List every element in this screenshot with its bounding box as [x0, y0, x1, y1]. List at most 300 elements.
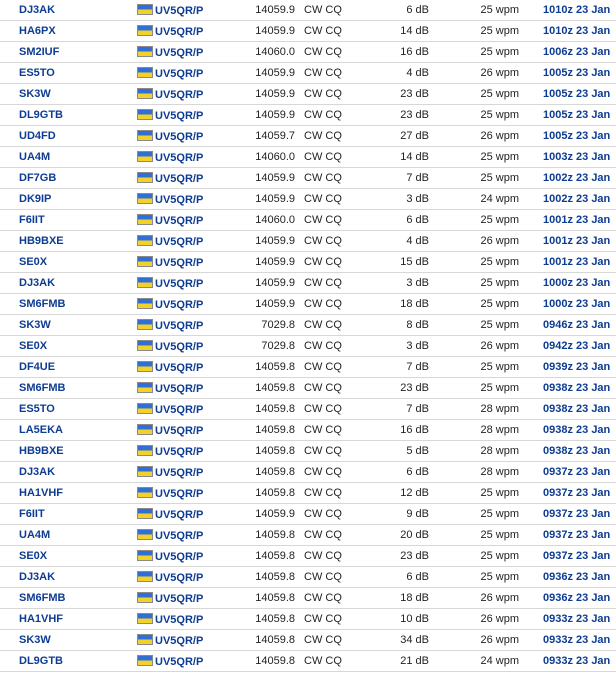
spotter-callsign-link[interactable]: SM6FMB [0, 294, 137, 315]
mode-cell: CW CQ [295, 609, 400, 630]
snr-cell: 4 dB [400, 63, 429, 84]
frequency-cell: 14059.8 [249, 462, 295, 483]
spot-time-link[interactable]: 1002z 23 Jan [519, 189, 616, 210]
snr-cell: 23 dB [400, 378, 429, 399]
snr-cell: 10 dB [400, 609, 429, 630]
ukraine-flag-icon [137, 550, 153, 561]
dx-callsign-link[interactable]: UV5QR/P [155, 634, 204, 647]
ukraine-flag-icon [137, 88, 153, 99]
table-row [0, 378, 616, 399]
snr-cell: 9 dB [400, 504, 429, 525]
speed-cell: 25 wpm [429, 21, 519, 42]
dx-callsign-cell [137, 651, 249, 672]
spot-time-link[interactable]: 1001z 23 Jan [519, 231, 616, 252]
spot-time-link[interactable]: 1005z 23 Jan [519, 105, 616, 126]
dx-callsign-link[interactable]: UV5QR/P [155, 109, 204, 122]
frequency-cell: 14059.9 [249, 84, 295, 105]
mode-cell: CW CQ [295, 546, 400, 567]
frequency-cell: 14060.0 [249, 42, 295, 63]
snr-cell: 7 dB [400, 357, 429, 378]
table-row [0, 336, 616, 357]
ukraine-flag-icon [137, 319, 153, 330]
frequency-cell: 14059.9 [249, 168, 295, 189]
mode-cell: CW CQ [295, 0, 400, 21]
spotter-callsign-link[interactable]: SE0X [0, 546, 137, 567]
dx-callsign-link[interactable]: UV5QR/P [155, 130, 204, 143]
spotter-callsign-link[interactable]: DJ3AK [0, 273, 137, 294]
spot-time-link[interactable]: 1003z 23 Jan [519, 147, 616, 168]
spotter-callsign-link[interactable]: F6IIT [0, 504, 137, 525]
table-row [0, 462, 616, 483]
snr-cell: 21 dB [400, 651, 429, 672]
mode-cell: CW CQ [295, 294, 400, 315]
frequency-cell: 14059.8 [249, 399, 295, 420]
frequency-cell: 14059.8 [249, 525, 295, 546]
speed-cell: 25 wpm [429, 483, 519, 504]
spotter-callsign-link[interactable]: DJ3AK [0, 0, 137, 21]
dx-callsign-cell [137, 126, 249, 147]
snr-cell: 12 dB [400, 483, 429, 504]
dx-callsign-cell [137, 399, 249, 420]
spot-time-link[interactable]: 0939z 23 Jan [519, 357, 616, 378]
dx-callsign-link[interactable]: UV5QR/P [155, 67, 204, 80]
dx-callsign-cell [137, 105, 249, 126]
frequency-cell: 14059.8 [249, 483, 295, 504]
mode-cell: CW CQ [295, 252, 400, 273]
ukraine-flag-icon [137, 109, 153, 120]
ukraine-flag-icon [137, 151, 153, 162]
mode-cell: CW CQ [295, 63, 400, 84]
spotter-callsign-link[interactable]: F6IIT [0, 210, 137, 231]
dx-callsign-link[interactable]: UV5QR/P [155, 466, 204, 479]
speed-cell: 25 wpm [429, 357, 519, 378]
speed-cell: 26 wpm [429, 609, 519, 630]
snr-cell: 14 dB [400, 21, 429, 42]
table-row [0, 315, 616, 336]
dx-callsign-cell [137, 420, 249, 441]
snr-cell: 8 dB [400, 315, 429, 336]
mode-cell: CW CQ [295, 483, 400, 504]
spotter-callsign-link[interactable]: DF7GB [0, 168, 137, 189]
dx-callsign-cell [137, 273, 249, 294]
dx-callsign-link[interactable]: UV5QR/P [155, 592, 204, 605]
mode-cell: CW CQ [295, 21, 400, 42]
dx-callsign-cell [137, 294, 249, 315]
dx-callsign-link[interactable]: UV5QR/P [155, 256, 204, 269]
spot-time-link[interactable]: 0938z 23 Jan [519, 378, 616, 399]
speed-cell: 25 wpm [429, 0, 519, 21]
mode-cell: CW CQ [295, 588, 400, 609]
speed-cell: 28 wpm [429, 399, 519, 420]
table-row [0, 147, 616, 168]
frequency-cell: 14059.8 [249, 630, 295, 651]
frequency-cell: 14059.9 [249, 231, 295, 252]
dx-callsign-cell [137, 357, 249, 378]
spotter-callsign-link[interactable]: HA1VHF [0, 609, 137, 630]
frequency-cell: 14059.8 [249, 588, 295, 609]
spotter-callsign-link[interactable]: DL9GTB [0, 105, 137, 126]
spotter-callsign-link[interactable]: SM2IUF [0, 42, 137, 63]
snr-cell: 3 dB [400, 336, 429, 357]
frequency-cell: 14059.9 [249, 63, 295, 84]
dx-callsign-cell [137, 63, 249, 84]
spot-time-link[interactable]: 0937z 23 Jan [519, 483, 616, 504]
spotter-callsign-link[interactable]: HA1VHF [0, 483, 137, 504]
frequency-cell: 14059.8 [249, 378, 295, 399]
mode-cell: CW CQ [295, 42, 400, 63]
snr-cell: 6 dB [400, 462, 429, 483]
speed-cell: 28 wpm [429, 441, 519, 462]
table-row [0, 294, 616, 315]
dx-callsign-cell [137, 189, 249, 210]
frequency-cell: 14059.8 [249, 609, 295, 630]
dx-callsign-cell [137, 630, 249, 651]
snr-cell: 16 dB [400, 42, 429, 63]
ukraine-flag-icon [137, 592, 153, 603]
spotter-callsign-link[interactable]: SK3W [0, 630, 137, 651]
speed-cell: 25 wpm [429, 546, 519, 567]
ukraine-flag-icon [137, 214, 153, 225]
spotter-callsign-link[interactable]: SM6FMB [0, 588, 137, 609]
dx-callsign-link[interactable]: UV5QR/P [155, 487, 204, 500]
speed-cell: 26 wpm [429, 63, 519, 84]
ukraine-flag-icon [137, 445, 153, 456]
speed-cell: 25 wpm [429, 210, 519, 231]
spot-time-link[interactable]: 0936z 23 Jan [519, 567, 616, 588]
snr-cell: 34 dB [400, 630, 429, 651]
speed-cell: 24 wpm [429, 651, 519, 672]
table-row [0, 273, 616, 294]
spot-time-link[interactable]: 1000z 23 Jan [519, 294, 616, 315]
dx-callsign-link[interactable]: UV5QR/P [155, 550, 204, 563]
mode-cell: CW CQ [295, 525, 400, 546]
dx-callsign-cell [137, 147, 249, 168]
table-row [0, 609, 616, 630]
spot-time-link[interactable]: 0933z 23 Jan [519, 651, 616, 672]
dx-callsign-link[interactable]: UV5QR/P [155, 235, 204, 248]
speed-cell: 25 wpm [429, 315, 519, 336]
snr-cell: 3 dB [400, 273, 429, 294]
dx-callsign-link[interactable]: UV5QR/P [155, 529, 204, 542]
spotter-callsign-link[interactable]: UD4FD [0, 126, 137, 147]
ukraine-flag-icon [137, 571, 153, 582]
ukraine-flag-icon [137, 277, 153, 288]
dx-callsign-link[interactable]: UV5QR/P [155, 403, 204, 416]
snr-cell: 16 dB [400, 420, 429, 441]
speed-cell: 26 wpm [429, 630, 519, 651]
dx-callsign-link[interactable]: UV5QR/P [155, 340, 204, 353]
dx-callsign-cell [137, 84, 249, 105]
speed-cell: 25 wpm [429, 273, 519, 294]
frequency-cell: 14059.8 [249, 357, 295, 378]
frequency-cell: 14059.9 [249, 0, 295, 21]
dx-callsign-cell [137, 525, 249, 546]
frequency-cell: 14059.9 [249, 105, 295, 126]
dx-callsign-cell [137, 42, 249, 63]
dx-callsign-cell [137, 21, 249, 42]
speed-cell: 26 wpm [429, 126, 519, 147]
dx-callsign-link[interactable]: UV5QR/P [155, 151, 204, 164]
spot-time-link[interactable]: 0938z 23 Jan [519, 399, 616, 420]
dx-callsign-link[interactable]: UV5QR/P [155, 571, 204, 584]
frequency-cell: 14059.9 [249, 294, 295, 315]
snr-cell: 18 dB [400, 294, 429, 315]
dx-callsign-cell [137, 210, 249, 231]
frequency-cell: 14059.8 [249, 651, 295, 672]
dx-callsign-cell [137, 546, 249, 567]
mode-cell: CW CQ [295, 462, 400, 483]
ukraine-flag-icon [137, 424, 153, 435]
table-row [0, 546, 616, 567]
spot-time-link[interactable]: 1010z 23 Jan [519, 0, 616, 21]
mode-cell: CW CQ [295, 126, 400, 147]
table-row [0, 252, 616, 273]
spot-time-link[interactable]: 0942z 23 Jan [519, 336, 616, 357]
spotter-callsign-link[interactable]: DF4UE [0, 357, 137, 378]
ukraine-flag-icon [137, 25, 153, 36]
ukraine-flag-icon [137, 613, 153, 624]
dx-callsign-cell [137, 336, 249, 357]
spot-time-link[interactable]: 1001z 23 Jan [519, 210, 616, 231]
table-row [0, 84, 616, 105]
spot-time-link[interactable]: 0946z 23 Jan [519, 315, 616, 336]
mode-cell: CW CQ [295, 84, 400, 105]
snr-cell: 4 dB [400, 231, 429, 252]
table-row [0, 105, 616, 126]
frequency-cell: 14059.8 [249, 567, 295, 588]
frequency-cell: 7029.8 [249, 315, 295, 336]
snr-cell: 7 dB [400, 168, 429, 189]
table-row [0, 0, 616, 21]
mode-cell: CW CQ [295, 630, 400, 651]
spot-time-link[interactable]: 1010z 23 Jan [519, 21, 616, 42]
dx-callsign-cell [137, 231, 249, 252]
spotter-callsign-link[interactable]: HA6PX [0, 21, 137, 42]
ukraine-flag-icon [137, 4, 153, 15]
spotter-callsign-link[interactable]: HB9BXE [0, 231, 137, 252]
spotter-callsign-link[interactable]: UA4M [0, 147, 137, 168]
table-row [0, 168, 616, 189]
dx-callsign-link[interactable]: UV5QR/P [155, 613, 204, 626]
snr-cell: 23 dB [400, 546, 429, 567]
table-row [0, 63, 616, 84]
dx-callsign-cell [137, 315, 249, 336]
spot-time-link[interactable]: 1005z 23 Jan [519, 126, 616, 147]
table-row [0, 210, 616, 231]
ukraine-flag-icon [137, 382, 153, 393]
table-row [0, 651, 616, 672]
table-row [0, 21, 616, 42]
table-row [0, 630, 616, 651]
spot-time-link[interactable]: 0933z 23 Jan [519, 630, 616, 651]
speed-cell: 25 wpm [429, 168, 519, 189]
dx-callsign-cell [137, 567, 249, 588]
mode-cell: CW CQ [295, 567, 400, 588]
spot-time-link[interactable]: 1002z 23 Jan [519, 168, 616, 189]
spotter-callsign-link[interactable]: DJ3AK [0, 567, 137, 588]
speed-cell: 25 wpm [429, 504, 519, 525]
speed-cell: 25 wpm [429, 378, 519, 399]
dx-callsign-link[interactable]: UV5QR/P [155, 277, 204, 290]
spotter-callsign-link[interactable]: SE0X [0, 336, 137, 357]
snr-cell: 18 dB [400, 588, 429, 609]
dx-callsign-link[interactable]: UV5QR/P [155, 25, 204, 38]
dx-callsign-link[interactable]: UV5QR/P [155, 4, 204, 17]
spot-time-link[interactable]: 1005z 23 Jan [519, 63, 616, 84]
frequency-cell: 14059.9 [249, 273, 295, 294]
ukraine-flag-icon [137, 193, 153, 204]
dx-callsign-link[interactable]: UV5QR/P [155, 445, 204, 458]
dx-callsign-link[interactable]: UV5QR/P [155, 382, 204, 395]
frequency-cell: 14059.8 [249, 420, 295, 441]
snr-cell: 6 dB [400, 0, 429, 21]
ukraine-flag-icon [137, 508, 153, 519]
table-row [0, 567, 616, 588]
dx-callsign-link[interactable]: UV5QR/P [155, 655, 204, 668]
table-row [0, 357, 616, 378]
speed-cell: 26 wpm [429, 231, 519, 252]
snr-cell: 5 dB [400, 441, 429, 462]
dx-callsign-link[interactable]: UV5QR/P [155, 172, 204, 185]
mode-cell: CW CQ [295, 504, 400, 525]
frequency-cell: 7029.8 [249, 336, 295, 357]
speed-cell: 25 wpm [429, 105, 519, 126]
mode-cell: CW CQ [295, 420, 400, 441]
table-row [0, 504, 616, 525]
ukraine-flag-icon [137, 172, 153, 183]
dx-callsign-link[interactable]: UV5QR/P [155, 361, 204, 374]
spotter-callsign-link[interactable]: SM6FMB [0, 378, 137, 399]
ukraine-flag-icon [137, 298, 153, 309]
dx-callsign-cell [137, 378, 249, 399]
mode-cell: CW CQ [295, 231, 400, 252]
ukraine-flag-icon [137, 361, 153, 372]
ukraine-flag-icon [137, 487, 153, 498]
dx-callsign-cell [137, 441, 249, 462]
spot-time-link[interactable]: 0936z 23 Jan [519, 588, 616, 609]
ukraine-flag-icon [137, 655, 153, 666]
spotter-callsign-link[interactable]: DJ3AK [0, 462, 137, 483]
dx-callsign-link[interactable]: UV5QR/P [155, 424, 204, 437]
spotter-callsign-link[interactable]: UA4M [0, 525, 137, 546]
table-row [0, 231, 616, 252]
speed-cell: 24 wpm [429, 189, 519, 210]
spot-time-link[interactable]: 0937z 23 Jan [519, 504, 616, 525]
spot-time-link[interactable]: 1005z 23 Jan [519, 84, 616, 105]
table-row [0, 189, 616, 210]
ukraine-flag-icon [137, 46, 153, 57]
dx-callsign-link[interactable]: UV5QR/P [155, 88, 204, 101]
speed-cell: 28 wpm [429, 420, 519, 441]
spot-time-link[interactable]: 1006z 23 Jan [519, 42, 616, 63]
frequency-cell: 14060.0 [249, 147, 295, 168]
mode-cell: CW CQ [295, 147, 400, 168]
snr-cell: 6 dB [400, 567, 429, 588]
dx-callsign-cell [137, 168, 249, 189]
mode-cell: CW CQ [295, 441, 400, 462]
dx-callsign-cell [137, 483, 249, 504]
snr-cell: 15 dB [400, 252, 429, 273]
ukraine-flag-icon [137, 529, 153, 540]
dx-callsign-link[interactable]: UV5QR/P [155, 193, 204, 206]
spot-time-link[interactable]: 0937z 23 Jan [519, 462, 616, 483]
spot-time-link[interactable]: 0933z 23 Jan [519, 609, 616, 630]
table-row [0, 420, 616, 441]
speed-cell: 26 wpm [429, 336, 519, 357]
dx-callsign-link[interactable]: UV5QR/P [155, 508, 204, 521]
mode-cell: CW CQ [295, 105, 400, 126]
ukraine-flag-icon [137, 466, 153, 477]
speed-cell: 25 wpm [429, 525, 519, 546]
spotter-callsign-link[interactable]: ES5TO [0, 399, 137, 420]
spot-time-link[interactable]: 0938z 23 Jan [519, 441, 616, 462]
dx-callsign-cell [137, 0, 249, 21]
dx-callsign-link[interactable]: UV5QR/P [155, 319, 204, 332]
mode-cell: CW CQ [295, 336, 400, 357]
table-row [0, 525, 616, 546]
table-row [0, 399, 616, 420]
snr-cell: 23 dB [400, 84, 429, 105]
spotter-callsign-link[interactable]: DL9GTB [0, 651, 137, 672]
spot-time-link[interactable]: 0938z 23 Jan [519, 420, 616, 441]
speed-cell: 25 wpm [429, 252, 519, 273]
table-row [0, 42, 616, 63]
spot-time-link[interactable]: 1000z 23 Jan [519, 273, 616, 294]
speed-cell: 25 wpm [429, 84, 519, 105]
spotter-callsign-link[interactable]: SK3W [0, 84, 137, 105]
spot-time-link[interactable]: 1001z 23 Jan [519, 252, 616, 273]
dx-callsign-cell [137, 588, 249, 609]
ukraine-flag-icon [137, 634, 153, 645]
snr-cell: 23 dB [400, 105, 429, 126]
snr-cell: 14 dB [400, 147, 429, 168]
spotter-callsign-link[interactable]: SE0X [0, 252, 137, 273]
spot-time-link[interactable]: 0937z 23 Jan [519, 525, 616, 546]
dx-callsign-cell [137, 504, 249, 525]
frequency-cell: 14059.9 [249, 252, 295, 273]
frequency-cell: 14059.8 [249, 441, 295, 462]
mode-cell: CW CQ [295, 189, 400, 210]
ukraine-flag-icon [137, 130, 153, 141]
dx-callsign-link[interactable]: UV5QR/P [155, 214, 204, 227]
spot-time-link[interactable]: 0937z 23 Jan [519, 546, 616, 567]
ukraine-flag-icon [137, 67, 153, 78]
dx-callsign-link[interactable]: UV5QR/P [155, 46, 204, 59]
spotter-callsign-link[interactable]: LA5EKA [0, 420, 137, 441]
snr-cell: 20 dB [400, 525, 429, 546]
spotter-callsign-link[interactable]: HB9BXE [0, 441, 137, 462]
speed-cell: 25 wpm [429, 42, 519, 63]
spotter-callsign-link[interactable]: DK9IP [0, 189, 137, 210]
snr-cell: 7 dB [400, 399, 429, 420]
spotter-callsign-link[interactable]: ES5TO [0, 63, 137, 84]
speed-cell: 25 wpm [429, 294, 519, 315]
dx-callsign-link[interactable]: UV5QR/P [155, 298, 204, 311]
mode-cell: CW CQ [295, 210, 400, 231]
dx-callsign-cell [137, 252, 249, 273]
snr-cell: 3 dB [400, 189, 429, 210]
spotter-callsign-link[interactable]: SK3W [0, 315, 137, 336]
mode-cell: CW CQ [295, 168, 400, 189]
snr-cell: 6 dB [400, 210, 429, 231]
mode-cell: CW CQ [295, 357, 400, 378]
mode-cell: CW CQ [295, 273, 400, 294]
table-row [0, 588, 616, 609]
frequency-cell: 14059.9 [249, 189, 295, 210]
dx-callsign-cell [137, 462, 249, 483]
ukraine-flag-icon [137, 256, 153, 267]
ukraine-flag-icon [137, 340, 153, 351]
